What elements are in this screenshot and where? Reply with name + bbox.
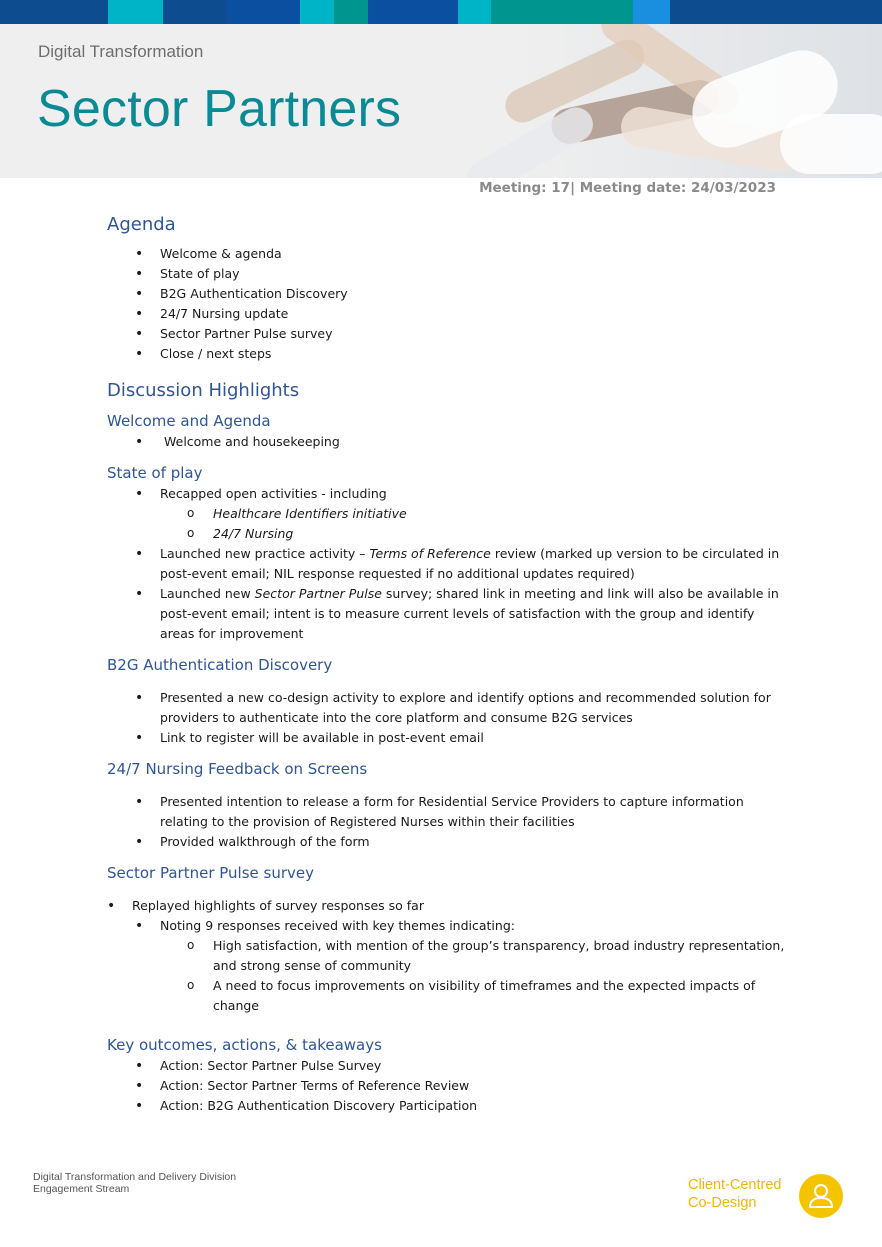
list-item: o High satisfaction, with mention of the group’s transparency, broad industry representation, and strong sense of community: [107, 936, 787, 976]
b2g-heading: B2G Authentication Discovery: [107, 656, 333, 674]
list-item-text: Launched new: [160, 586, 255, 601]
document-body: [107, 212, 787, 1116]
list-item-emphasis: Terms of Reference: [369, 546, 491, 561]
list-item: • Presented a new co-design activity to explore and identify options and recommended solution for providers to authenticate into the core platform and consume B2G services: [107, 688, 787, 728]
meeting-info: Meeting: 17| Meeting date: 24/03/2023: [479, 180, 776, 196]
b2g-list: [107, 688, 787, 748]
footer-division-name: Digital Transformation and Delivery Division: [33, 1171, 237, 1183]
list-item: • Welcome & agenda: [107, 244, 787, 264]
bar-segment: [163, 0, 226, 24]
bar-segment: [633, 0, 670, 24]
list-item-emphasis: Sector Partner Pulse: [254, 586, 382, 601]
list-item: • Replayed highlights of survey responses so far: [107, 896, 787, 916]
list-item: • Action: Sector Partner Terms of Reference Review: [107, 1076, 787, 1096]
agenda-heading: Agenda: [107, 214, 176, 235]
footer-division: [33, 1171, 236, 1195]
list-item-text: Healthcare Identifiers initiative: [213, 506, 407, 521]
person-icon: [799, 1174, 843, 1218]
list-item: • Close / next steps: [107, 344, 787, 364]
bar-segment: [334, 0, 368, 24]
header-kicker: Digital Transformation: [38, 42, 204, 61]
list-item: [107, 544, 787, 584]
welcome-list: [107, 432, 787, 452]
list-item: • Noting 9 responses received with key themes indicating:: [107, 916, 787, 936]
list-item: • Action: B2G Authentication Discovery Participation: [107, 1096, 787, 1116]
list-item: • 24/7 Nursing update: [107, 304, 787, 324]
page-title: Sector Partners: [37, 80, 402, 138]
list-item: • Link to register will be available in post-event email: [107, 728, 787, 748]
footer-tagline: [688, 1176, 782, 1212]
co-design-logo: [799, 1174, 843, 1218]
bar-segment: [0, 0, 108, 24]
list-item: • Recapped open activities - including: [107, 484, 787, 504]
bar-segment: [226, 0, 300, 24]
header-banner: [0, 24, 882, 178]
list-item: • Action: Sector Partner Pulse Survey: [107, 1056, 787, 1076]
footer-stream-name: Engagement Stream: [33, 1183, 130, 1195]
bar-segment: [491, 0, 633, 24]
tagline-line-2: Co-Design: [688, 1195, 757, 1211]
hands-photo: [440, 24, 882, 178]
list-item: • Sector Partner Pulse survey: [107, 324, 787, 344]
discussion-heading: Discussion Highlights: [107, 380, 300, 401]
list-item: [107, 432, 787, 452]
list-item-text: survey; shared link in meeting and link will also be available in post-event email; intent is to measure current levels of satisfaction with the group and identify areas for improvement: [160, 586, 779, 641]
list-item: • Presented intention to release a form for Residential Service Providers to capture information relating to the provision of Registered Nurses within their facilities: [107, 792, 787, 832]
bar-segment: [670, 0, 882, 24]
top-color-bar: [0, 0, 882, 24]
state-heading: State of play: [107, 464, 203, 482]
list-item-text: Welcome and housekeeping: [164, 434, 340, 449]
bar-segment: [368, 0, 458, 24]
pulse-list: [107, 896, 787, 1016]
tagline-line-1: Client-Centred: [688, 1177, 782, 1193]
list-item-text: review (marked up version to be circulated in post-event email; NIL response requested if no additional updates required): [160, 546, 780, 581]
list-item-text: Launched new practice activity –: [160, 546, 370, 561]
bar-segment: [300, 0, 334, 24]
list-item: o A need to focus improvements on visibility of timeframes and the expected impacts of change: [107, 976, 787, 1016]
pulse-heading: Sector Partner Pulse survey: [107, 864, 315, 882]
agenda-list: [107, 244, 787, 364]
outcomes-list: [107, 1056, 787, 1116]
state-list: [107, 484, 787, 644]
welcome-heading: Welcome and Agenda: [107, 412, 271, 430]
list-item: • State of play: [107, 264, 787, 284]
bar-segment: [108, 0, 163, 24]
list-item: [107, 504, 787, 524]
list-item-text: 24/7 Nursing: [213, 526, 294, 541]
list-item: [107, 524, 787, 544]
list-item: [107, 584, 787, 644]
outcomes-heading: Key outcomes, actions, & takeaways: [107, 1036, 382, 1054]
nursing-list: [107, 792, 787, 852]
nursing-heading: 24/7 Nursing Feedback on Screens: [107, 760, 368, 778]
bar-segment: [458, 0, 491, 24]
list-item: • Provided walkthrough of the form: [107, 832, 787, 852]
list-item: • B2G Authentication Discovery: [107, 284, 787, 304]
